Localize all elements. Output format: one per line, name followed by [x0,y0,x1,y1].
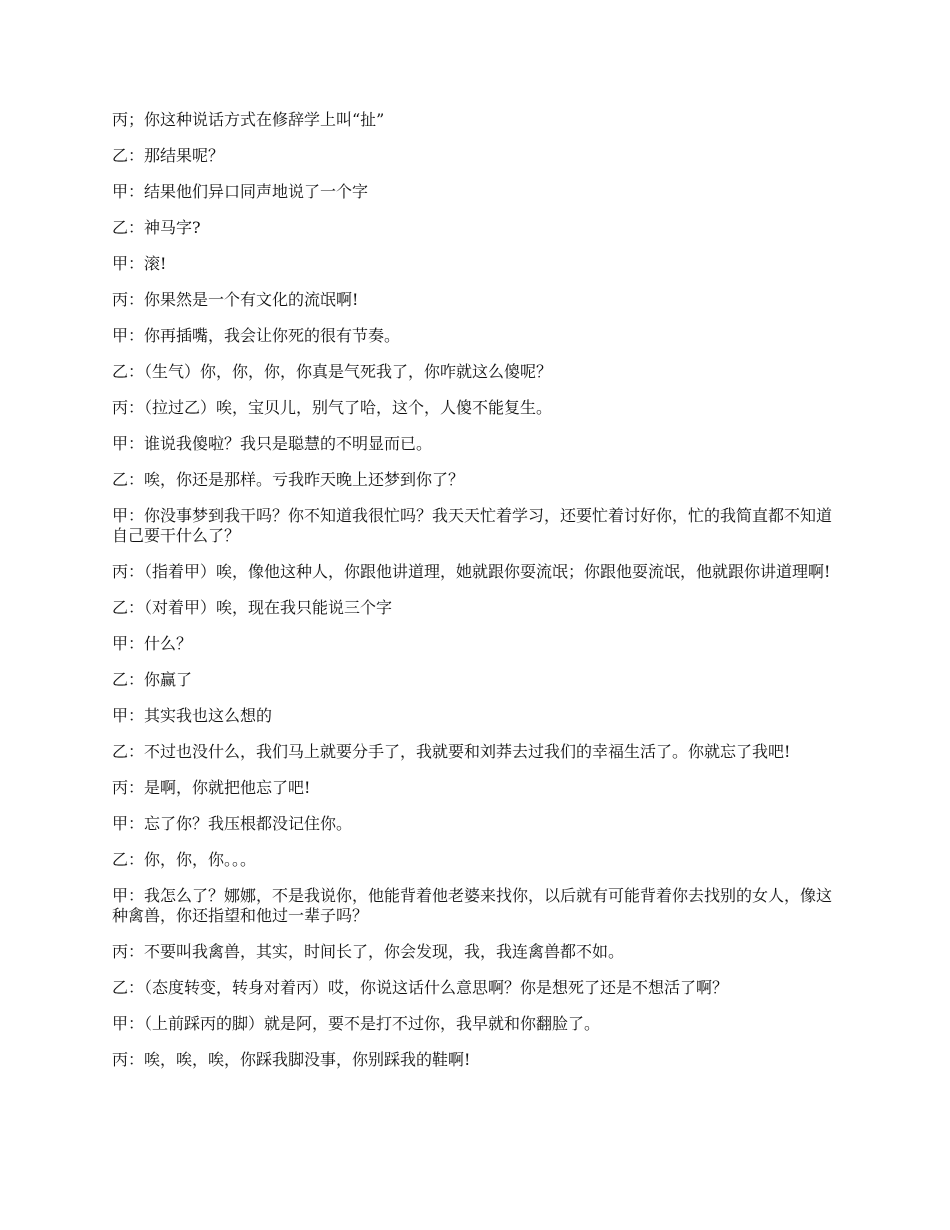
dialogue-line: 甲：什么？ [112,634,193,653]
dialogue-line: 丙：（指着甲）唉，像他这种人，你跟他讲道理，她就跟你耍流氓；你跟他耍流氓，他就跟你讲道理啊! [112,562,831,581]
dialogue-line: 乙：（对着甲）唉，现在我只能说三个字 [112,598,393,617]
dialogue-line: 甲：谁说我傻啦？我只是聪慧的不明显而已。 [112,434,433,453]
dialogue-line: 乙：不过也没什么，我们马上就要分手了，我就要和刘莽去过我们的幸福生活了。你就忘了我吧! [112,742,791,761]
dialogue-line: 乙：（态度转变，转身对着丙）哎，你说这话什么意思啊？你是想死了还是不想活了啊？ [112,978,729,997]
dialogue-line: 丙：不要叫我禽兽，其实，时间长了，你会发现，我，我连禽兽都不如。 [112,942,625,961]
dialogue-line: 甲：结果他们异口同声地说了一个字 [112,182,369,201]
dialogue-line: 甲：你再插嘴，我会让你死的很有节奏。 [112,326,401,345]
dialogue-line: 乙：唉，你还是那样。亏我昨天晚上还梦到你了？ [112,470,465,489]
dialogue-line: 甲：忘了你？我压根都没记住你。 [112,814,353,833]
dialogue-line: 丙：是啊，你就把他忘了吧! [112,778,311,797]
dialogue-line: 丙：你果然是一个有文化的流氓啊! [112,290,359,309]
dialogue-line: 乙：神马字? [112,218,201,237]
dialogue-line: 丙；你这种说话方式在修辞学上叫“扯” [112,110,385,129]
dialogue-line: 甲：你没事梦到我干吗？你不知道我很忙吗？我天天忙着学习，还要忙着讨好你，忙的我简直都不知道自己要干什么了？ [112,506,833,545]
dialogue-line: 乙：那结果呢？ [112,146,225,165]
document-body [112,110,844,1086]
dialogue-line: 乙：你，你，你。。。 [112,850,257,869]
dialogue-line: 甲：其实我也这么想的 [112,706,273,725]
dialogue-line: 甲：我怎么了？娜娜，不是我说你，他能背着他老婆来找你，以后就有可能背着你去找别的女人，像这种禽兽，你还指望和他过一辈子吗？ [112,886,833,925]
dialogue-line: 乙：你赢了 [112,670,193,689]
dialogue-line: 丙：（拉过乙）唉，宝贝儿，别气了哈，这个，人傻不能复生。 [112,398,553,417]
dialogue-line: 甲：（上前踩丙的脚）就是阿，要不是打不过你，我早就和你翻脸了。 [112,1014,601,1033]
dialogue-line: 丙：唉，唉，唉，你踩我脚没事，你别踩我的鞋啊! [112,1050,471,1069]
dialogue-line: 乙：（生气）你，你，你，你真是气死我了，你咋就这么傻呢？ [112,362,553,381]
dialogue-line: 甲：滚! [112,254,167,273]
